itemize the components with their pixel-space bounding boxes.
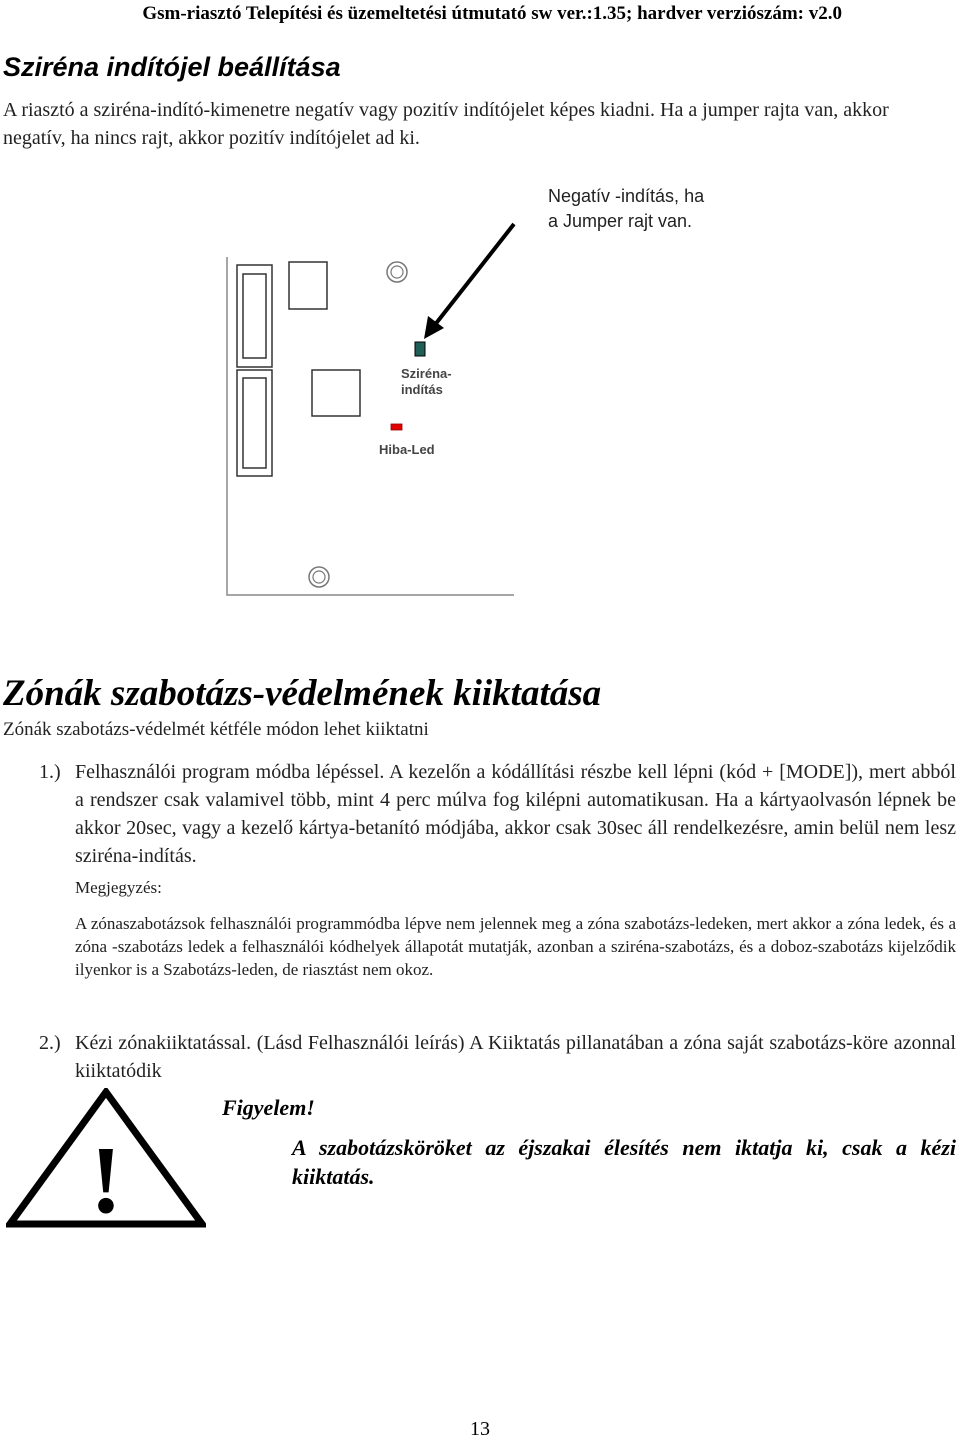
section-text-siren: A riasztó a sziréna-indító-kimenetre negatív vagy pozitív indítójelet képes kiadni. Ha a jumper rajta van, akkor negatív, ha nincs rajt, akkor pozitív indítójelet ad ki. bbox=[3, 99, 889, 149]
jumper-siren bbox=[415, 342, 425, 356]
note-label: Megjegyzés: bbox=[75, 878, 162, 897]
warning-title: Figyelem! bbox=[222, 1095, 315, 1120]
diagram-callout bbox=[548, 184, 704, 234]
connector-top bbox=[237, 265, 272, 367]
jumper-label-line-1: Sziréna- bbox=[401, 366, 452, 381]
warning-icon bbox=[6, 1088, 206, 1228]
jumper-label-line-2: indítás bbox=[401, 382, 443, 397]
page-header: Gsm-riasztó Telepítési és üzemeltetési útmutató sw ver.:1.35; hardver verziószám: v2.0 bbox=[142, 3, 842, 24]
chip-lower bbox=[312, 370, 360, 416]
mounting-hole-bottom bbox=[309, 567, 329, 587]
list-item-2-text: Kézi zónakiiktatással. (Lásd Felhasználói leírás) A Kiiktatás pillanatában a zóna saját szabotázs-köre azonnal kiiktatódik bbox=[75, 1032, 956, 1082]
section-subtitle-tamper: Zónák szabotázs-védelmét kétféle módon lehet kiiktatni bbox=[3, 719, 429, 740]
mounting-hole-top bbox=[387, 262, 407, 282]
error-led bbox=[391, 424, 402, 430]
list-item-1-text: Felhasználói program módba lépéssel. A kezelőn a kódállítási részbe kell lépni (kód + [MODE]), mert abból a rendszer csak valamivel több, mint 4 perc múlva fog kilépni automatikusan. Ha a kártyaolvasón lépnek be akkor 20sec, vagy a kezelő kártya-betanító módjába, akkor csak 30sec áll rendelkezésre, amin belül nem lesz sziréna-indítás. bbox=[75, 761, 956, 867]
board-outline bbox=[227, 257, 514, 595]
callout-line-2: a Jumper rajt van. bbox=[548, 211, 693, 231]
section-title-tamper: Zónák szabotázs-védelmének kiiktatása bbox=[3, 673, 602, 714]
list-item-2 bbox=[39, 1029, 956, 1085]
note-text: A zónaszabotázsok felhasználói programmódba lépve nem jelennek meg a zóna szabotázs-ledeken, mert akkor a zóna ledek, és a zóna -szabotázs ledek a felhasználói kódhelyek állapotát mutatják, azonban a sziréna-szabotázs, és a doboz-szabotázs kijelződik ilyenkor is a Szabotázs-leden, de riasztást nem okoz. bbox=[75, 914, 956, 979]
list-item-1-number: 1.) bbox=[39, 761, 61, 783]
warning-exclamation: ! bbox=[90, 1126, 122, 1228]
connector-bottom bbox=[237, 370, 272, 476]
error-led-label: Hiba-Led bbox=[379, 442, 435, 457]
list-item-1 bbox=[39, 758, 956, 870]
warning-text: A szabotázsköröket az éjszakai élesítés nem iktatja ki, csak a kézi kiiktatás. bbox=[292, 1135, 956, 1189]
chip-upper bbox=[289, 262, 327, 309]
board-diagram bbox=[220, 180, 530, 600]
page-number: 13 bbox=[470, 1418, 490, 1440]
callout-line-1: Negatív -indítás, ha bbox=[548, 186, 705, 206]
list-item-2-number: 2.) bbox=[39, 1032, 61, 1054]
callout-arrow-line bbox=[434, 224, 514, 326]
section-title-siren: Sziréna indítójel beállítása bbox=[3, 52, 341, 82]
